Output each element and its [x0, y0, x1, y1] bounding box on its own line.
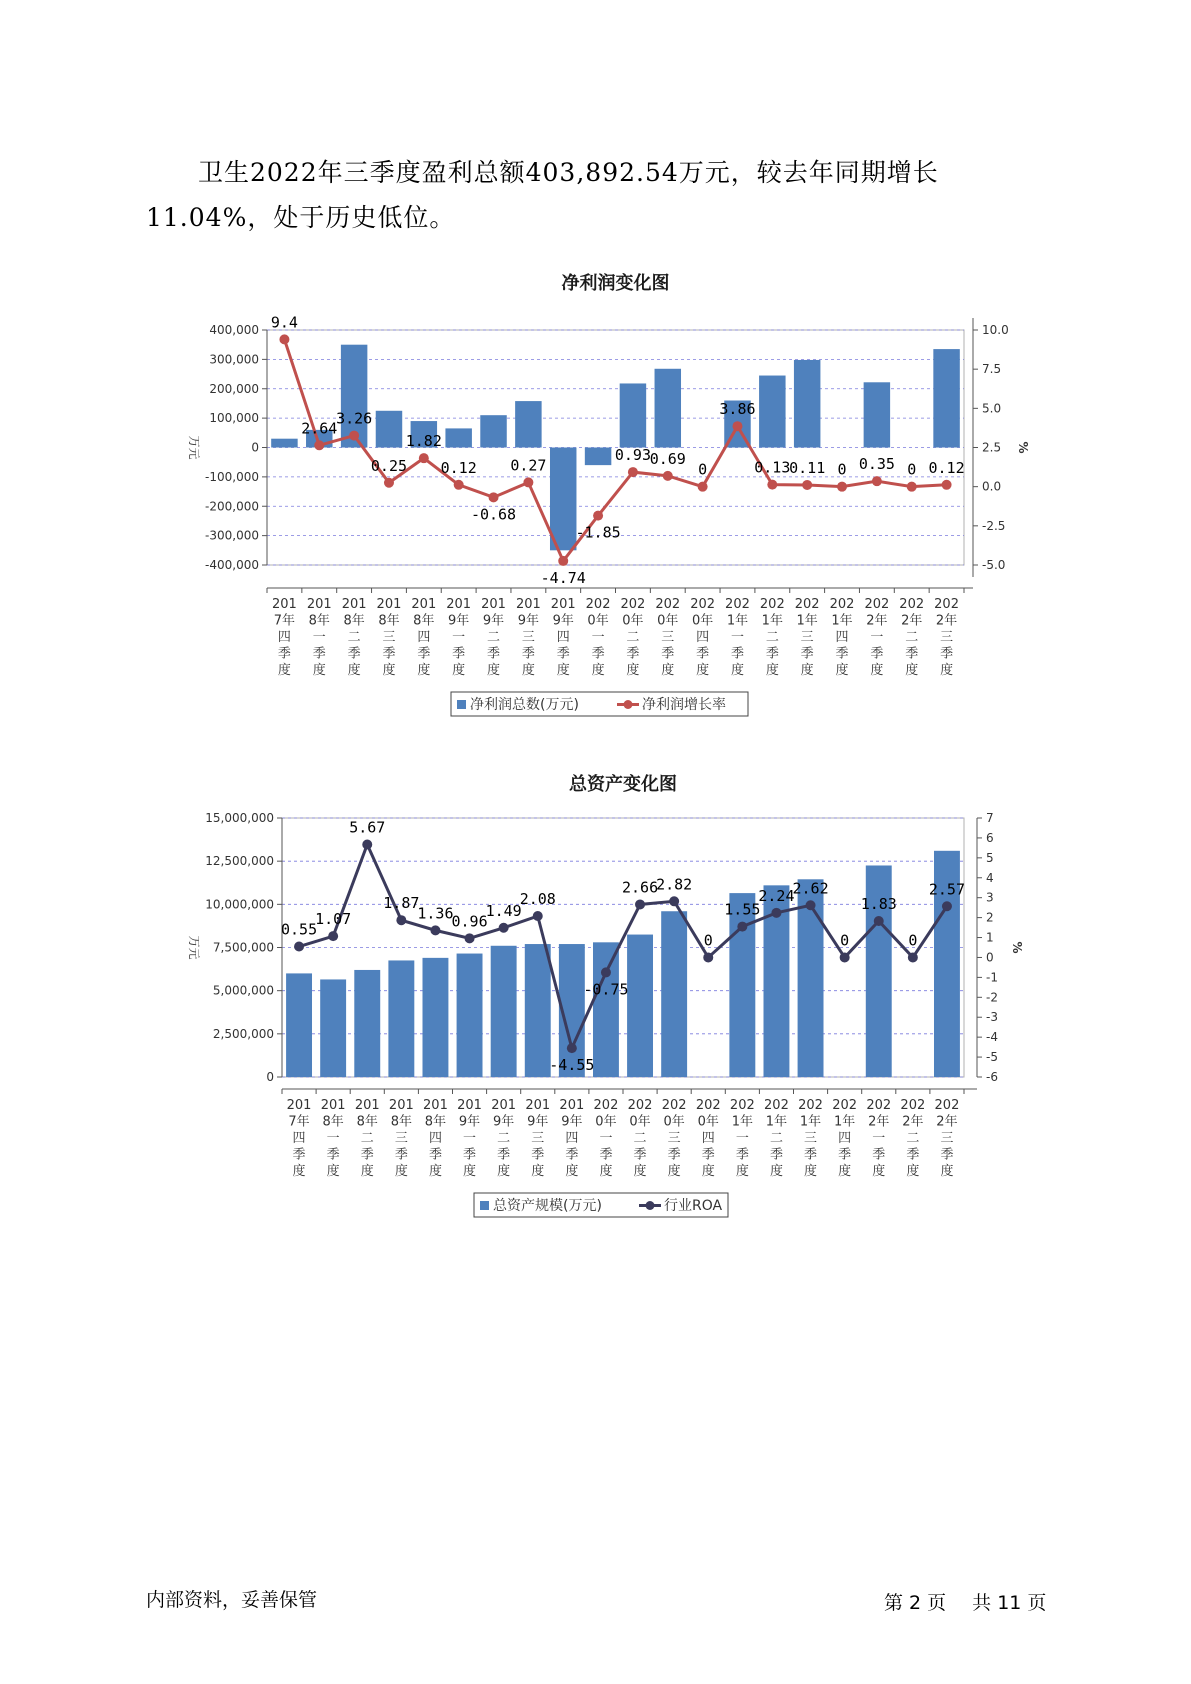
total-assets-bar — [286, 973, 312, 1077]
net-profit-data-label: 0 — [837, 460, 847, 479]
total-assets-data-label: 2.66 — [621, 878, 659, 897]
page-mid: 页 — [927, 1592, 947, 1614]
total-assets-y2-tick-label: 4 — [986, 870, 994, 885]
total-assets-line-point — [908, 952, 918, 962]
total-assets-bar — [593, 942, 619, 1077]
net-profit-y-tick-label: -300,000 — [205, 528, 259, 543]
net-profit-data-label: 2.64 — [301, 419, 338, 438]
total-assets-x-tick-label: 202 1年四季度 — [832, 1098, 858, 1179]
total-assets-x-tick-label: 202 2年二季度 — [900, 1098, 926, 1179]
net-profit-x-tick-label: 202 1年一季度 — [725, 597, 750, 678]
total-assets-x-tick-label: 201 8年二季度 — [354, 1098, 380, 1179]
total-assets-legend-line-marker — [646, 1201, 655, 1210]
net-profit-y2-tick-label: -2.5 — [982, 518, 1006, 533]
total-assets-data-label: 2.82 — [656, 875, 693, 894]
net-profit-x-tick-label: 202 2年二季度 — [899, 597, 925, 678]
total-assets-y2-tick-label: -2 — [986, 990, 998, 1005]
net-profit-legend-bar-label: 净利润总数(万元) — [470, 697, 579, 713]
net-profit-y-tick-label: -200,000 — [205, 499, 259, 514]
total-assets-y2-tick-label: 6 — [986, 830, 994, 845]
total-assets-y-tick-label: 5,000,000 — [212, 983, 274, 998]
net-profit-x-tick-label: 202 2年三季度 — [934, 597, 959, 678]
net-profit-data-label: 0.93 — [614, 446, 651, 465]
net-profit-x-tick-label: 202 1年四季度 — [829, 597, 855, 678]
total-assets-x-tick-label: 202 0年一季度 — [593, 1098, 619, 1179]
total-assets-line-point — [703, 952, 713, 962]
total-assets-y-tick-label: 0 — [266, 1070, 274, 1084]
total-assets-x-tick-label: 202 0年二季度 — [627, 1098, 653, 1179]
net-profit-x-tick-label: 201 9年四季度 — [550, 597, 576, 678]
total-assets-bar — [491, 946, 517, 1077]
total-assets-line-point — [465, 933, 475, 943]
net-profit-y-tick-label: -100,000 — [205, 469, 259, 484]
net-profit-y2-tick-label: -5.0 — [982, 558, 1006, 572]
total-assets-x-tick-label: 201 9年二季度 — [491, 1098, 517, 1179]
total-assets-legend-bar-swatch — [480, 1201, 489, 1210]
total-assets-data-label: 0.96 — [451, 912, 488, 931]
total-assets-data-label: 0 — [703, 931, 713, 950]
total-assets-bar — [627, 935, 653, 1077]
total-assets-line-point — [430, 925, 440, 935]
total-assets-data-label: 1.83 — [860, 895, 897, 914]
total-assets-bar — [729, 893, 755, 1077]
total-assets-y2-tick-label: -3 — [986, 1010, 998, 1025]
total-assets-bar — [525, 944, 551, 1077]
footer-page-number — [884, 1588, 1052, 1615]
total-assets-data-label: 2.24 — [758, 886, 795, 905]
net-profit-data-label: 0 — [907, 460, 917, 479]
net-profit-data-label: 0.11 — [789, 458, 826, 477]
net-profit-y-tick-label: 0 — [251, 440, 259, 455]
footer-confidential-note: 内部资料，妥善保管 — [146, 1589, 318, 1611]
net-profit-x-tick-label: 202 0年一季度 — [585, 597, 611, 678]
total-assets-data-label: 0 — [908, 931, 918, 950]
net-profit-x-tick-label: 201 8年一季度 — [306, 597, 332, 678]
net-profit-y2-tick-label: 2.5 — [982, 440, 1002, 455]
total-assets-y-tick-label: 15,000,000 — [205, 811, 274, 825]
total-assets-y2-tick-label: 1 — [986, 930, 994, 945]
net-profit-x-tick-label: 202 2年一季度 — [864, 597, 890, 678]
total-assets-y-axis-title: 万元 — [187, 935, 201, 960]
net-profit-data-label: 0.13 — [754, 458, 791, 477]
total-assets-y2-tick-label: -4 — [986, 1030, 998, 1045]
total-assets-line-point — [737, 922, 747, 932]
net-profit-y-tick-label: 400,000 — [209, 323, 259, 337]
total-assets-line-point — [874, 916, 884, 926]
page-total: 11 — [997, 1592, 1022, 1614]
net-profit-x-tick-label: 201 9年二季度 — [481, 597, 506, 678]
total-assets-y2-tick-label: -6 — [986, 1070, 998, 1084]
total-assets-data-label: 0.55 — [280, 920, 318, 939]
total-assets-data-label: -0.75 — [583, 980, 629, 999]
total-assets-legend-line-label: 行业ROA — [664, 1198, 723, 1214]
total-assets-y2-axis-title: % — [1010, 941, 1024, 954]
total-assets-data-label: 2.57 — [928, 880, 966, 899]
total-assets-line-point — [942, 901, 952, 911]
total-assets-y-tick-label: 10,000,000 — [205, 897, 274, 912]
total-assets-x-tick-label: 201 7年四季度 — [286, 1098, 312, 1179]
total-assets-legend-bar-label: 总资产规模(万元) — [493, 1198, 602, 1214]
page-suffix: 页 — [1027, 1592, 1047, 1614]
net-profit-x-tick-label: 202 0年二季度 — [620, 597, 646, 678]
total-assets-x-tick-label: 202 2年三季度 — [934, 1098, 960, 1179]
net-profit-data-label: 0.35 — [858, 455, 895, 474]
net-profit-title: 净利润变化图 — [561, 273, 670, 294]
total-assets-data-label: 2.62 — [792, 879, 829, 898]
page-total-prefix: 共 — [972, 1592, 992, 1614]
net-profit-data-label: 3.26 — [336, 409, 373, 428]
net-profit-data-label: 0.27 — [510, 456, 547, 475]
page-current: 2 — [909, 1592, 922, 1614]
total-assets-y2-tick-label: 3 — [986, 890, 994, 905]
total-assets-y2-tick-label: 7 — [986, 811, 994, 825]
total-assets-data-label: 1.36 — [417, 904, 454, 923]
total-assets-x-tick-label: 202 1年二季度 — [764, 1098, 789, 1179]
net-profit-data-label: -1.85 — [575, 523, 621, 542]
total-assets-line-point — [635, 899, 645, 909]
net-profit-x-tick-label: 201 8年二季度 — [341, 597, 367, 678]
net-profit-x-tick-label: 202 0年四季度 — [690, 597, 716, 678]
net-profit-x-tick-label: 201 8年三季度 — [376, 597, 402, 678]
net-profit-data-label: 0 — [698, 460, 708, 479]
total-assets-line-point — [396, 915, 406, 925]
net-profit-y-tick-label: -400,000 — [205, 558, 259, 572]
total-assets-x-tick-label: 201 8年四季度 — [423, 1098, 448, 1179]
total-assets-data-label: 1.07 — [315, 910, 352, 929]
total-assets-x-tick-label: 202 1年三季度 — [798, 1098, 823, 1179]
total-assets-x-tick-label: 201 9年四季度 — [559, 1098, 585, 1179]
net-profit-x-tick-label: 201 8年四季度 — [411, 597, 437, 678]
net-profit-y-tick-label: 200,000 — [209, 381, 259, 396]
total-assets-line-point — [567, 1043, 577, 1053]
total-assets-title: 总资产变化图 — [569, 774, 677, 795]
net-profit-y-axis-title: 万元 — [187, 435, 201, 460]
net-profit-x-tick-label: 202 0年三季度 — [655, 597, 681, 678]
net-profit-x-tick-label: 201 9年三季度 — [515, 597, 541, 678]
net-profit-data-label: 0.12 — [928, 458, 965, 477]
net-profit-y2-tick-label: 7.5 — [982, 362, 1002, 377]
total-assets-line-point — [533, 911, 543, 921]
total-assets-x-tick-label: 201 8年三季度 — [388, 1098, 414, 1179]
total-assets-x-tick-label: 201 9年三季度 — [525, 1098, 551, 1179]
net-profit-data-label: 9.4 — [270, 313, 298, 332]
net-profit-x-tick-label: 201 7年四季度 — [272, 597, 297, 678]
total-assets-bar — [388, 960, 414, 1077]
net-profit-data-label: 0.12 — [440, 458, 477, 477]
total-assets-x-tick-label: 202 2年一季度 — [866, 1098, 892, 1179]
total-assets-data-label: 1.87 — [383, 894, 420, 913]
total-assets-line-point — [806, 900, 816, 910]
total-assets-x-tick-label: 201 8年一季度 — [320, 1098, 346, 1179]
page-prefix: 第 — [884, 1592, 904, 1614]
net-profit-data-label: -4.74 — [540, 568, 586, 587]
net-profit-x-tick-label: 202 1年二季度 — [759, 597, 785, 678]
net-profit-legend-line-label: 净利润增长率 — [642, 697, 726, 713]
net-profit-y2-axis-title: % — [1016, 441, 1030, 454]
total-assets-line-point — [294, 942, 304, 952]
net-profit-y-tick-label: 300,000 — [209, 352, 259, 367]
total-assets-data-label: 1.55 — [724, 900, 761, 919]
total-assets-y2-tick-label: -1 — [986, 970, 998, 985]
total-assets-x-tick-label: 202 1年一季度 — [729, 1098, 755, 1179]
net-profit-data-label: 0.25 — [370, 456, 408, 475]
net-profit-y-tick-label: 100,000 — [209, 411, 259, 426]
total-assets-line-point — [840, 952, 850, 962]
total-assets-data-label: 0 — [840, 931, 850, 950]
net-profit-data-label: -0.68 — [470, 505, 517, 524]
total-assets-line-point — [771, 908, 781, 918]
net-profit-y2-tick-label: 0.0 — [982, 479, 1002, 494]
net-profit-data-label: 3.86 — [719, 400, 756, 419]
total-assets-line-point — [362, 839, 372, 849]
net-profit-x-tick-label: 201 9年一季度 — [446, 597, 472, 678]
total-assets-bar — [457, 954, 483, 1077]
total-assets-bar — [422, 958, 448, 1077]
total-assets-y2-tick-label: -5 — [986, 1050, 998, 1065]
total-assets-line-point — [328, 931, 338, 941]
total-assets-bar — [320, 979, 346, 1077]
total-assets-y-tick-label: 2,500,000 — [212, 1026, 274, 1041]
net-profit-y2-tick-label: 5.0 — [982, 401, 1002, 416]
total-assets-data-label: 5.67 — [349, 818, 386, 837]
total-assets-y2-tick-label: 0 — [986, 950, 994, 965]
total-assets-y2-tick-label: 5 — [986, 850, 994, 865]
total-assets-line-point — [499, 923, 509, 933]
total-assets-x-tick-label: 201 9年一季度 — [457, 1098, 482, 1179]
total-assets-data-label: 1.49 — [485, 901, 522, 920]
total-assets-y2-tick-label: 2 — [986, 910, 994, 925]
total-assets-line-point — [601, 967, 611, 977]
total-assets-x-tick-label: 202 0年四季度 — [695, 1098, 721, 1179]
total-assets-y-tick-label: 12,500,000 — [205, 854, 274, 869]
paragraph-text: 卫生2022年三季度盈利总额403,892.54万元，较去年同期增长11.04%，处于历史低位。 — [146, 158, 939, 232]
net-profit-data-label: 1.82 — [405, 432, 442, 451]
total-assets-data-label: 2.08 — [519, 890, 556, 909]
net-profit-data-label: 0.69 — [649, 449, 686, 468]
total-assets-data-label: -4.55 — [549, 1056, 595, 1075]
net-profit-x-tick-label: 202 1年三季度 — [794, 597, 820, 678]
total-assets-bar — [354, 970, 380, 1077]
total-assets-y-tick-label: 7,500,000 — [212, 940, 274, 955]
total-assets-x-tick-label: 202 0年三季度 — [661, 1098, 687, 1179]
total-assets-line-point — [669, 896, 679, 906]
total-assets-bar — [661, 911, 687, 1077]
net-profit-y2-tick-label: 10.0 — [982, 323, 1009, 337]
